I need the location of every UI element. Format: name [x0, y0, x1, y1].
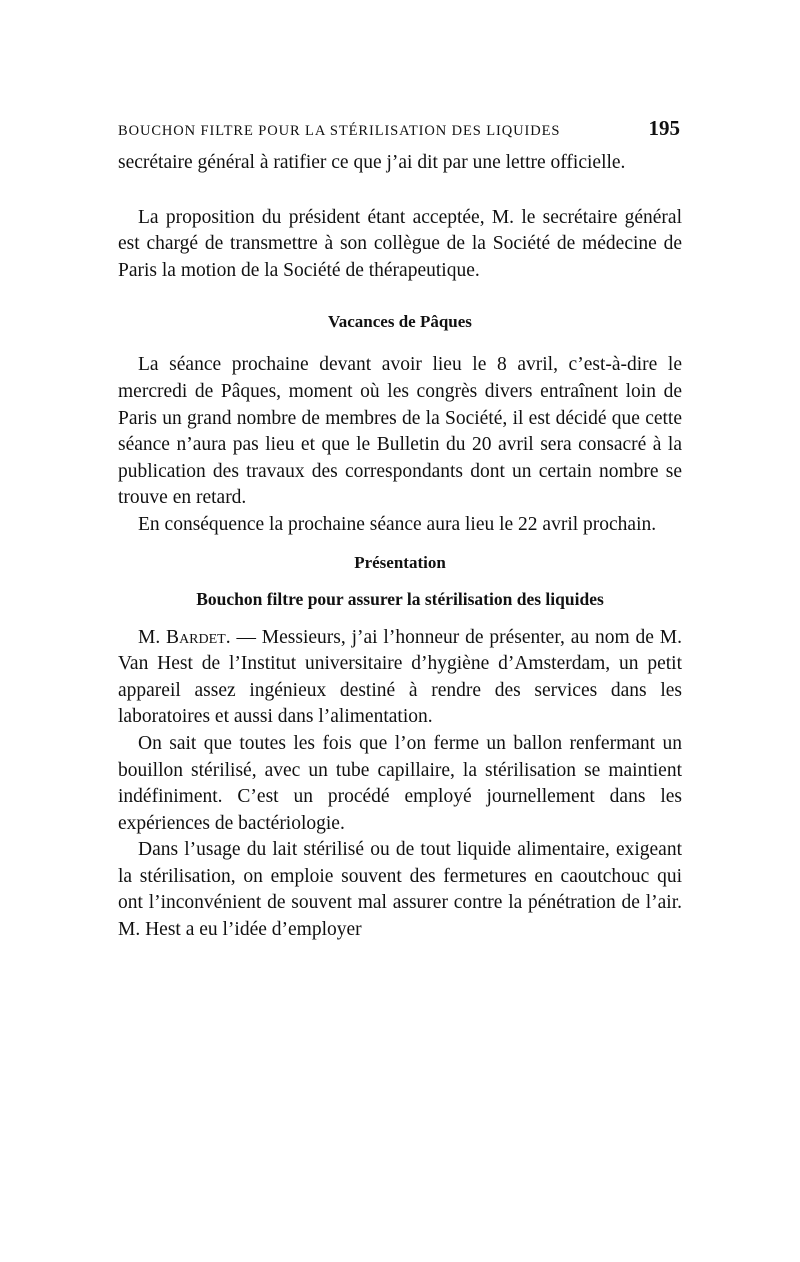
page-number: 195	[648, 116, 680, 140]
body-text	[118, 150, 682, 944]
speaker-name: M. Bardet.	[138, 626, 231, 648]
paragraph-continued: secrétaire général à ratifier ce que j’ai dit par une lettre officielle.	[118, 152, 626, 173]
running-head	[118, 116, 680, 142]
paragraph-ballon: On sait que toutes les fois que l’on ferme un ballon renfermant un bouillon stérilisé, avec un tube capillaire, la stérilisation se maintient indéfiniment. C’est un procédé employé journellement dans les expériences de bactériologie.	[118, 732, 682, 834]
heading-presentation: Présentation	[354, 552, 446, 572]
paragraph-seance: La séance prochaine devant avoir lieu le 8 avril, c’est-à-dire le mercredi de Pâques, moment où les congrès divers entraînent loin de Paris un grand nombre de membres de la Société, il est décidé que cette séance n’aura pas lieu et que le Bulletin du 20 avril sera consacré à la publication des travaux des correspondants dont un certain nombre se trouve en retard.	[118, 354, 682, 509]
paragraph-bardet-text: — Messieurs, j’ai l’honneur de présenter, au nom de M. Van Hest de l’Institut universitaire d’hygiène d’Amsterdam, un petit appareil assez ingénieux destiné à rendre des services dans les laboratoires et aussi dans l’alimentation.	[118, 626, 682, 728]
paragraph-proposition: La proposition du président étant acceptée, M. le secrétaire général est chargé de transmettre à son collègue de la Société de médecine de Paris la motion de la Société de thérapeutique.	[118, 206, 682, 281]
heading-bouchon: Bouchon filtre pour assurer la stérilisation des liquides	[196, 588, 604, 609]
heading-vacances: Vacances de Pâques	[328, 312, 472, 332]
section-gap	[118, 284, 682, 308]
paragraph-consequence: En conséquence la prochaine séance aura lieu le 22 avril prochain.	[138, 513, 657, 535]
paragraph-lait: Dans l’usage du lait stérilisé ou de tout liquide alimentaire, exigeant la stérilisation, on emploie souvent des fermetures en caoutchouc qui ont l’inconvénient de souvent mal assurer contre la pénétration de l’air. M. Hest a eu l’idée d’employer	[118, 839, 682, 941]
paragraph-bardet	[118, 625, 682, 731]
paragraph-gap	[118, 177, 682, 205]
running-title: BOUCHON FILTRE POUR LA STÉRILISATION DES LIQUIDES	[118, 123, 561, 139]
